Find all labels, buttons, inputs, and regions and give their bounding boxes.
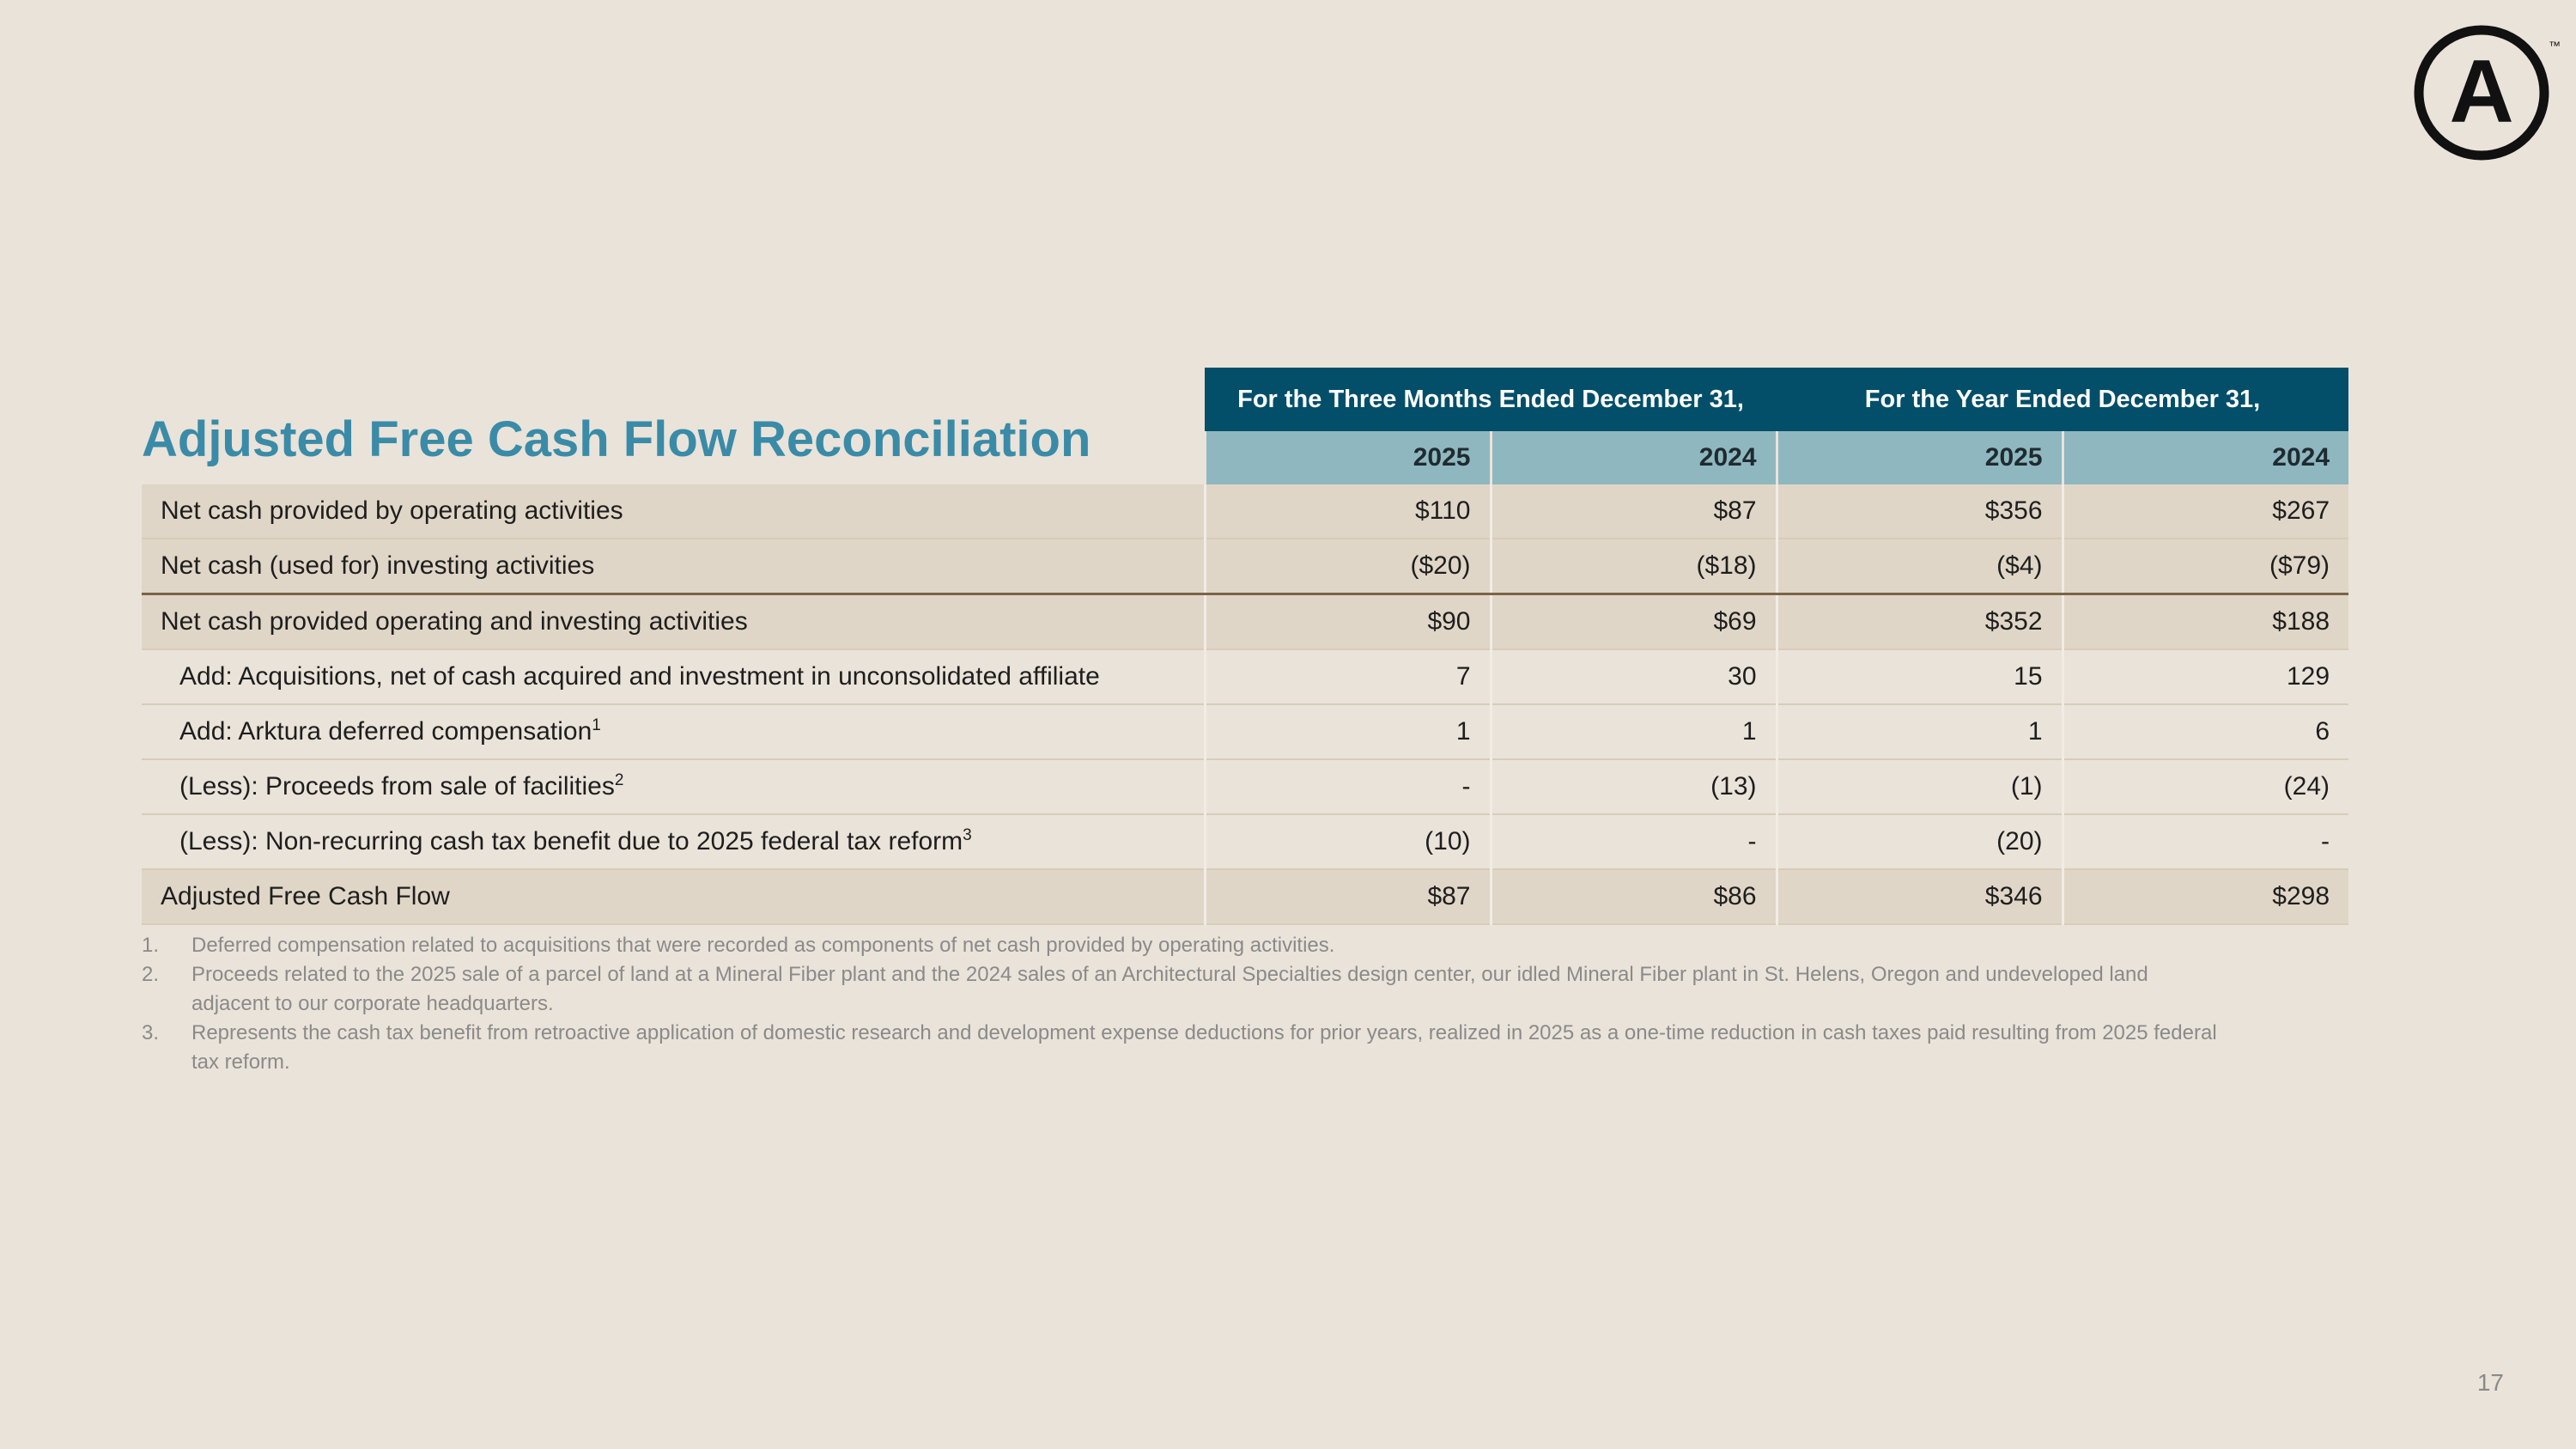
cell-value: $267 (2063, 484, 2348, 539)
table-row (142, 539, 2348, 594)
cell-value: ($20) (1205, 539, 1491, 594)
cell-value: $352 (1777, 594, 2063, 650)
header-spacer (142, 368, 1205, 431)
row-label: Add: Acquisitions, net of cash acquired and investment in unconsolidated affiliate (142, 649, 1205, 704)
footnote-item (142, 931, 2220, 960)
row-label: (Less): Non-recurring cash tax benefit due to 2025 federal tax reform$^3$ (142, 814, 1205, 869)
header-spacer (142, 431, 1205, 484)
cell-value: (24) (2063, 759, 2348, 814)
cell-value: (20) (1777, 814, 2063, 869)
cell-value: ($18) (1491, 539, 1777, 594)
footnote-number: 1. (142, 934, 160, 957)
cell-value: $298 (2063, 869, 2348, 924)
year-header-row (142, 431, 2348, 484)
cell-value: - (1205, 759, 1491, 814)
row-label: Net cash provided operating and investing activities (142, 594, 1205, 650)
row-label: Add: Arktura deferred compensation$^1$ (142, 704, 1205, 759)
footnote-ref: 1 (592, 716, 601, 734)
table-row (142, 649, 2348, 704)
group-header-row (142, 368, 2348, 431)
cell-value: $356 (1777, 484, 2063, 539)
cell-value: $110 (1205, 484, 1491, 539)
cell-value: 1 (1205, 704, 1491, 759)
row-label: Adjusted Free Cash Flow (142, 869, 1205, 924)
table-row (142, 484, 2348, 539)
footnote-text: Represents the cash tax benefit from retroactive application of domestic research and development expense deductions for prior years, realized in 2025 as a one-time reduction in cash taxes paid resulting from 2025 federal tax reform. (191, 1021, 2217, 1074)
cell-value: $87 (1205, 869, 1491, 924)
footnote-number: 2. (142, 963, 160, 986)
footnote-item (142, 1019, 2220, 1077)
footnote-ref: 2 (614, 771, 624, 789)
table-row-total (142, 869, 2348, 924)
year-header-fy-2024: 2024 (2063, 431, 2348, 484)
cell-value: $87 (1491, 484, 1777, 539)
cell-value: - (2063, 814, 2348, 869)
logo-letter: A (2449, 42, 2514, 142)
cell-value: $69 (1491, 594, 1777, 650)
cell-value: (13) (1491, 759, 1777, 814)
table-row (142, 704, 2348, 759)
cell-value: (1) (1777, 759, 2063, 814)
footnote-text: Proceeds related to the 2025 sale of a parcel of land at a Mineral Fiber plant and the 2024 sales of an Architectural Specialties design center, our idled Mineral Fiber plant in St. Helens, Oregon and undeveloped land adjacent to our corporate headquarters. (191, 963, 2148, 1015)
cell-value: 6 (2063, 704, 2348, 759)
row-label: Net cash provided by operating activities (142, 484, 1205, 539)
cell-value: 1 (1491, 704, 1777, 759)
table-row (142, 594, 2348, 650)
footnotes (142, 931, 2220, 1077)
group-header-year: For the Year Ended December 31, (1777, 368, 2348, 431)
cell-value: 129 (2063, 649, 2348, 704)
table-row (142, 814, 2348, 869)
cell-value: ($4) (1777, 539, 2063, 594)
footnote-number: 3. (142, 1021, 160, 1044)
cell-value: ($79) (2063, 539, 2348, 594)
cell-value: (10) (1205, 814, 1491, 869)
cell-value: $188 (2063, 594, 2348, 650)
cell-value: 7 (1205, 649, 1491, 704)
cell-value: - (1491, 814, 1777, 869)
group-header-three-months: For the Three Months Ended December 31, (1205, 368, 1777, 431)
footnote-item (142, 960, 2220, 1019)
reconciliation-table (142, 368, 2348, 925)
year-header-fy-2025: 2025 (1777, 431, 2063, 484)
cell-value: $86 (1491, 869, 1777, 924)
footnote-text: Deferred compensation related to acquisitions that were recorded as components of net cash provided by operating activities. (191, 934, 1335, 957)
page-number: 17 (2476, 1369, 2504, 1396)
row-label: Net cash (used for) investing activities (142, 539, 1205, 594)
cell-value: 1 (1777, 704, 2063, 759)
cell-value: $90 (1205, 594, 1491, 650)
cell-value: 15 (1777, 649, 2063, 704)
footnote-ref: 3 (963, 826, 972, 844)
letter-a-circle-logo (2413, 21, 2561, 163)
table-row (142, 759, 2348, 814)
year-header-q-2024: 2024 (1491, 431, 1777, 484)
year-header-q-2025: 2025 (1205, 431, 1491, 484)
page-title: Adjusted Free Cash Flow Reconciliation (142, 411, 1091, 467)
row-label: (Less): Proceeds from sale of facilities$^2$ (142, 759, 1205, 814)
logo-trademark: ™ (2549, 39, 2561, 52)
cell-value: 30 (1491, 649, 1777, 704)
cell-value: $346 (1777, 869, 2063, 924)
